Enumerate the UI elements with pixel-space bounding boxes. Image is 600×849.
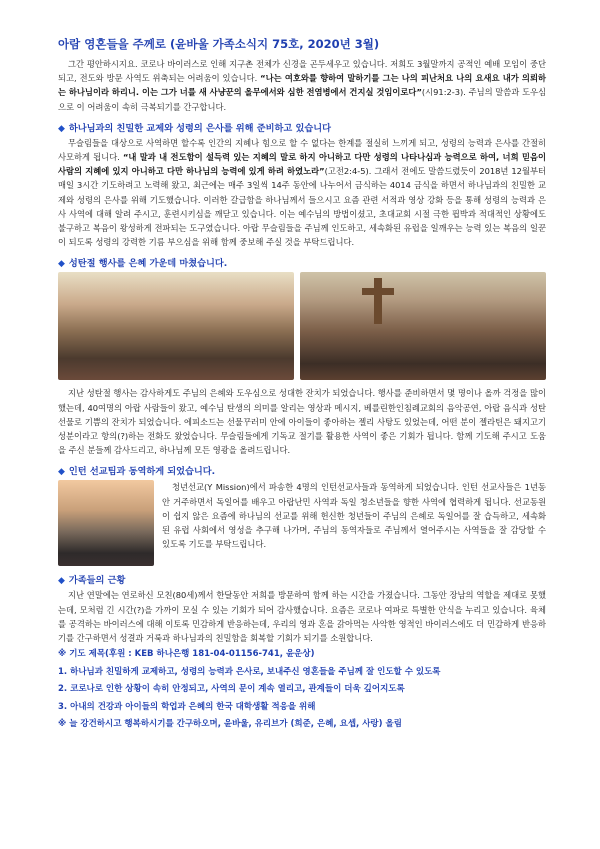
closing-signature: ※ 늘 강건하시고 행복하시기를 간구하오며, 윤바울, 유리브가 (희준, 은혜, 요셉, 사랑) 올림	[58, 719, 402, 730]
intern-section	[58, 480, 546, 566]
section-heading-intern	[58, 463, 546, 477]
section-4-heading-text: 가족들의 근황	[68, 575, 126, 587]
intro-text-1: 그간 평안하시지요. 코로나 바이러스로 인해 지구촌 전체가 신경을 곤두세우고 있습니다. 저희도 3월말까지 공적인 예배 모임이 중단되고, 전도와 방문 사역도 위축되는 어려움이 있습니다.	[58, 59, 546, 84]
intro-paragraph	[58, 57, 546, 114]
prayer-item: 2. 코로나로 인한 상황이 속히 안정되고, 사역의 문이 계속 열리고, 관계들이 더욱 깊어지도록	[58, 684, 405, 695]
section-1-paragraph	[58, 136, 546, 250]
prayer-header: ※ 기도 제목(후원 : KEB 하나은행 181-04-01156-741, 윤운상)	[58, 649, 315, 660]
diamond-bullet-icon: ◆	[58, 259, 65, 270]
section-3-heading-text: 인턴 선교팀과 동역하게 되었습니다.	[68, 466, 216, 478]
section-1-text-2: (고전2:4-5). 그래서 전에도 말씀드렸듯이 2018년 12월부터 매일 3시간 기도하려고 노력해 왔고, 최근에는 매주 3일씩 14주 동안에 나누어서 금식하는 4014 금식을 하면서 하나님과의 친밀한 교제와 성령의 은사를 위해 기도했습니다. 이러한 갈급함을 하나님께서 들으시고 요즘 관련 서적과 영상 강화 등을 통해 성령의 능력과 은사 사역에 대해 알려 주시고, 훈련시키심을 깨닫고 있습니다. 이는 예수님의 방법이셨고, 초대교회 시절 극한 핍박과 적대적인 상황에도 불구하고 복음이 왕성하게 전파되는 도구였습니다. 아랍 무슬림들을 주님께 인도하고, 세속화된 유럽을 일깨우는 능력 있는 복음의 일꾼이 되도록 성령의 강력한 기름 부으심을 위해 함께 중보해 주실 것을 부탁드립니다.	[58, 166, 546, 248]
christmas-party-photo	[58, 272, 294, 380]
intro-quote: “나는 여호와를 향하여 말하기를 그는 나의 피난처요 나의 요새요 내가 의뢰하는 하나님이라 하리니. 이는 그가 너를 새 사냥꾼의 올무에서와 심한 전염병에서 건지실 것임이로다”	[58, 73, 546, 98]
newsletter-page	[58, 36, 546, 733]
section-4-paragraph: 지난 연말에는 연로하신 모친(80세)께서 한달동안 저희를 방문하여 함께 하는 시간을 가졌습니다. 그동안 장남의 역할을 제대로 못했는데, 모처럼 긴 시간(?)을 가까이 모실 수 있는 기회가 되어 감사했습니다. 요즘은 코로나 여파로 특별한 안식을 누리고 있습니다. 육체를 공격하는 바이러스에 대해 이토록 민감하게 반응하는데, 우리의 영과 혼을 갉아먹는 사악한 영적인 바이러스에도 더 민감하게 반응하기를 간구하면서 성결과 거룩과 하나님과의 친밀함을 회복할 기회가 되기를 소원합니다.	[58, 590, 546, 644]
diamond-bullet-icon: ◆	[58, 576, 65, 587]
section-heading-family	[58, 572, 546, 586]
cross-icon	[374, 278, 382, 324]
section-1-text-1: 무슬림들을 대상으로 사역하면 할수록 인간의 지혜나 힘으로 할 수 없다는 한계를 절실히 느끼게 되고, 성령의 능력과 은사를 간절히 사모하게 됩니다.	[58, 137, 546, 163]
section-2-paragraph: 지난 성탄절 행사는 감사하게도 주님의 은혜와 도우심으로 성대한 잔치가 되었습니다. 행사를 준비하면서 몇 명이나 올까 걱정을 많이 했는데, 40여명의 아랍 사람들이 왔고, 예수님 탄생의 의미를 알리는 영상과 메시지, 베를린한인침례교회의 음악공연, 아랍 음식과 성탄 선물로 기쁨의 잔치가 되었습니다. 에피소드는 선물꾸러미 안에 아이들이 좋아하는 젤리 사탕도 있었는데, 어떤 분이 젤라틴은 돼지고기 성분이라고 항의(?)하는 전화도 왔었습니다. 무슬림들에게 기독교 절기를 활용한 사역이 좋은 기회가 됩니다. 함께 기도해 주시고 도움을 주신 분들께 감사드리고, 하나님께 모든 영광을 올려드립니다.	[58, 388, 546, 456]
section-3-paragraph: 청년선교(Y Mission)에서 파송한 4명의 인턴선교사들과 동역하게 되었습니다. 인턴 선교사들은 1년동안 거주하면서 독일어를 배우고 아랍난민 사역과 독일 청소년들을 향한 사역에 협력하게 됩니다. 선교동원이 쉽지 않은 요즘에 하나님의 선교를 위해 헌신한 청년들이 주님의 은혜로 독일어를 잘 습득하고, 세속화된 유럽 사회에서 영성을 추구해 나가며, 주님의 동역자들로 주님께서 열어주시는 사역들을 잘 감당할 수 있도록 기도를 부탁드립니다.	[162, 482, 546, 550]
section-1-quote: “내 말과 내 전도함이 설득력 있는 지혜의 말로 하지 아니하고 다만 성령의 나타나심과 능력으로 하여, 너희 믿음이 사람의 지혜에 있지 아니하고 다만 하나님의 능력에 있게 하려 하였노라”	[58, 152, 546, 177]
christmas-photos	[58, 272, 546, 380]
page-title: 아람 영혼들을 주께로 (윤바울 가족소식지 75호, 2020년 3월)	[58, 37, 380, 51]
diamond-bullet-icon: ◆	[58, 123, 65, 134]
intro-text-2: (시91:2-3). 주님의 말씀과 도우심으로 이 어려움이 속히 극복되기를 간구합니다.	[58, 87, 546, 112]
prayer-item: 3. 아내의 건강과 아이들의 학업과 은혜의 한국 대학생활 적응을 위해	[58, 701, 316, 712]
section-heading-christmas	[58, 255, 546, 269]
prayer-item: 1. 하나님과 친밀하게 교제하고, 성령의 능력과 은사로, 보내주신 영혼들을 주님께 잘 인도할 수 있도록	[58, 666, 441, 677]
section-1-heading-text: 하나님과의 친밀한 교제와 성령의 은사를 위해 준비하고 있습니다	[68, 122, 331, 134]
church-gathering-photo	[300, 272, 546, 380]
intern-team-photo	[58, 480, 154, 566]
section-2-heading-text: 성탄절 행사를 은혜 가운데 마쳤습니다.	[68, 258, 228, 270]
diamond-bullet-icon: ◆	[58, 467, 65, 478]
section-heading-spirit	[58, 120, 546, 134]
